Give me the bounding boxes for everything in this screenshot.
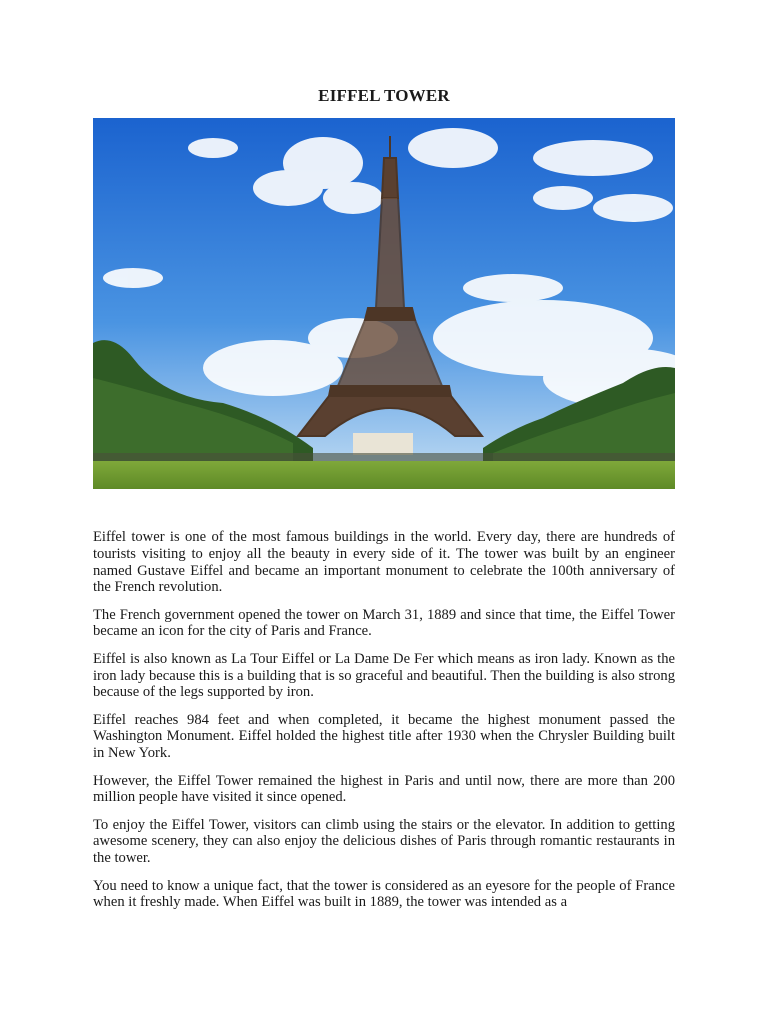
paragraph-2: The French government opened the tower on March 31, 1889 and since that time, the Eiffel Tower became an icon for the city of Paris and France. (93, 606, 675, 640)
paragraph-3: Eiffel is also known as La Tour Eiffel or La Dame De Fer which means as iron lady. Known as the iron lady because this is a building that is so graceful and beautiful. Then the building is also strong because of the legs supported by iron. (93, 650, 675, 701)
document-title: EIFFEL TOWER (318, 86, 450, 105)
paragraph-4: Eiffel reaches 984 feet and when completed, it became the highest monument passed the Washington Monument. Eiffel holded the highest title after 1930 when the Chrysler Building built in New York. (93, 711, 675, 762)
paragraph-7: You need to know a unique fact, that the tower is considered as an eyesore for the people of France when it freshly made. When Eiffel was built in 1889, the tower was intended as a (93, 877, 675, 911)
paragraph-5: However, the Eiffel Tower remained the highest in Paris and until now, there are more than 200 million people have visited it since opened. (93, 772, 675, 806)
eiffel-tower-photo (93, 118, 675, 489)
paragraph-6: To enjoy the Eiffel Tower, visitors can climb using the stairs or the elevator. In addition to getting awesome scenery, they can also enjoy the delicious dishes of Paris through romantic restaurants in the tower. (93, 816, 675, 867)
article-body (93, 529, 675, 922)
paragraph-1: Eiffel tower is one of the most famous buildings in the world. Every day, there are hundreds of tourists visiting to enjoy all the beauty in every side of it. The tower was built by an engineer named Gustave Eiffel and became an important monument to celebrate the 100th anniversary of the French revolution. (93, 529, 675, 596)
